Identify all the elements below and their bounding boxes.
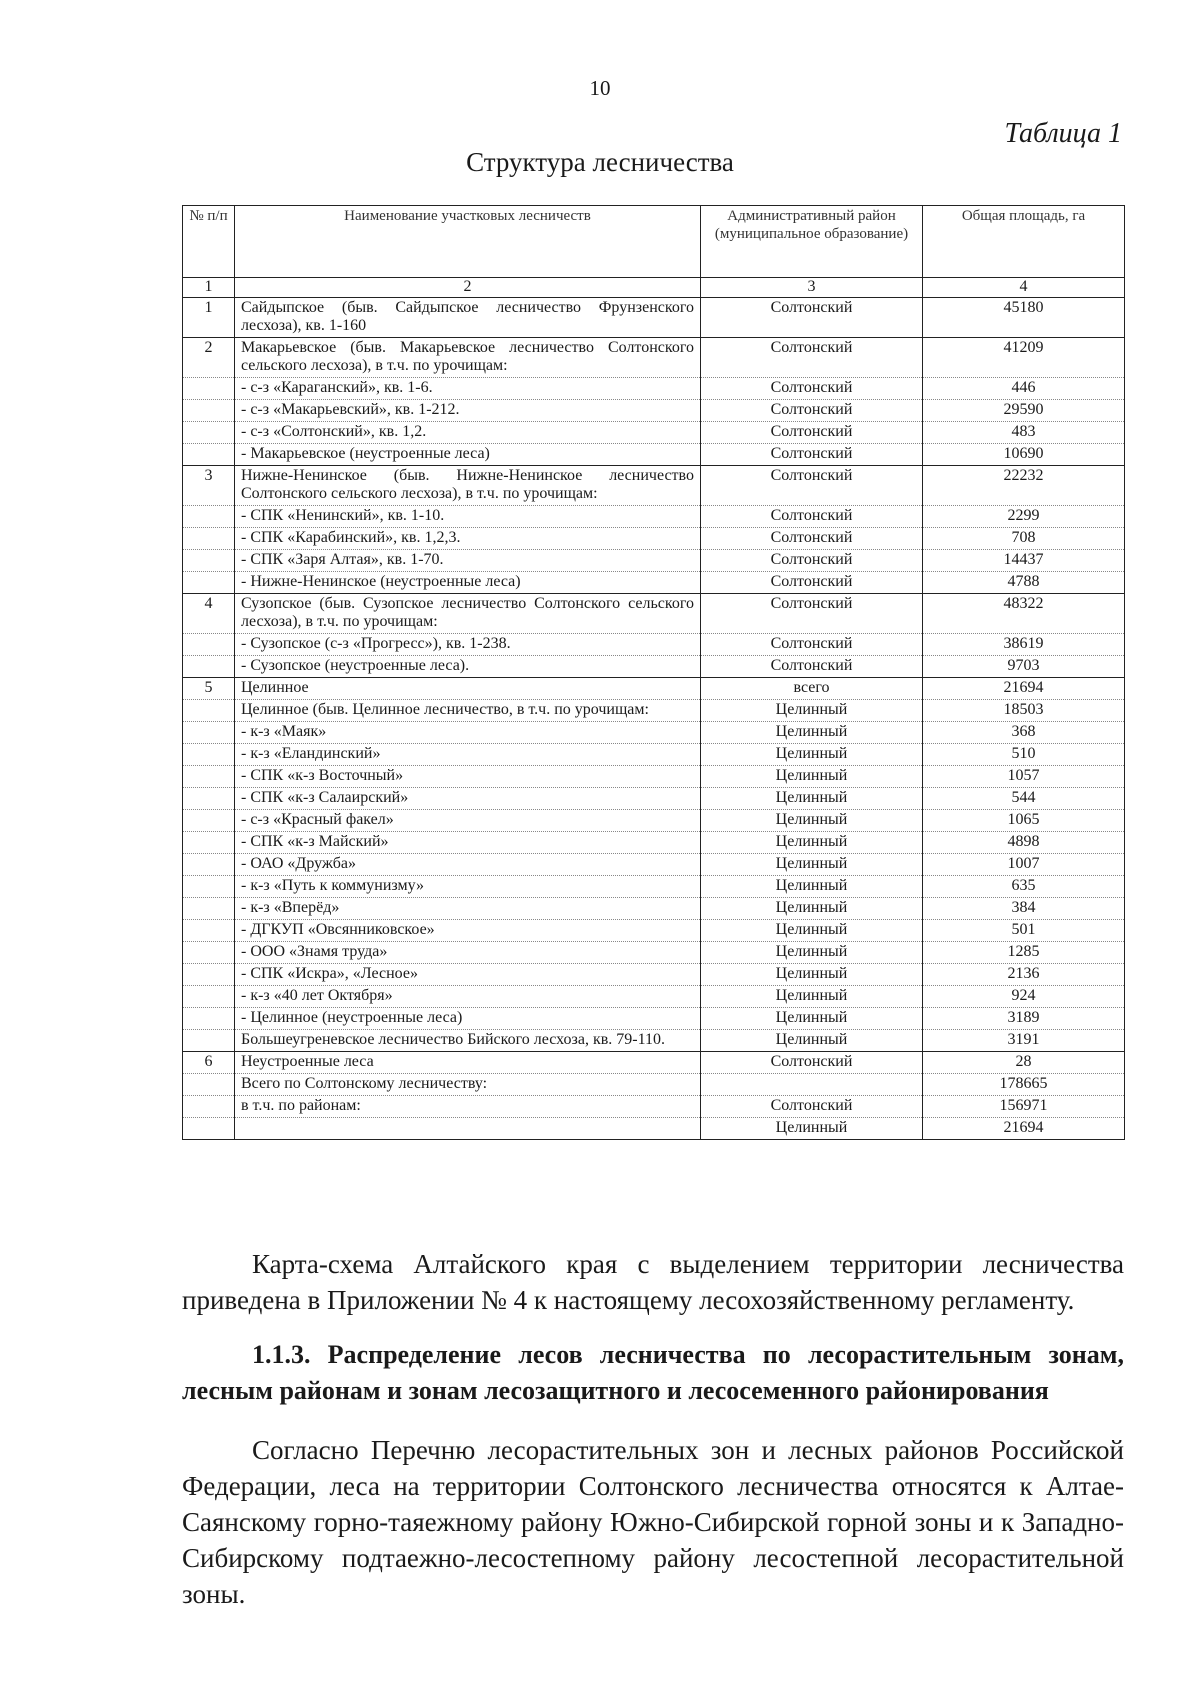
row-district: Солтонский (701, 594, 923, 634)
table-row (183, 506, 1125, 528)
table-header-row (183, 206, 1125, 278)
row-area: 368 (923, 722, 1125, 744)
table-row (183, 920, 1125, 942)
table-row (183, 550, 1125, 572)
row-number (183, 1008, 235, 1030)
column-number: 1 (183, 278, 235, 298)
row-area: 1057 (923, 766, 1125, 788)
header-no: № п/п (183, 206, 235, 278)
row-district: Солтонский (701, 634, 923, 656)
page-number: 10 (589, 76, 611, 100)
table-row (183, 1118, 1125, 1140)
zoning-paragraph: Согласно Перечню лесорастительных зон и лесных районов Российской Федерации, леса на территории Солтонского лесничества относятся к Алтае-Саянскому горно-таяежному району Южно-Сибирской горной зоны и к Западно-Сибирскому подтаежно-лесостепному району лесостепной лесорастительной зоны. (182, 1435, 1124, 1609)
row-district: всего (701, 678, 923, 700)
table-row (183, 298, 1125, 338)
column-number: 2 (235, 278, 701, 298)
row-area: 178665 (923, 1074, 1125, 1096)
row-name: Неустроенные леса (235, 1052, 701, 1074)
row-number (183, 422, 235, 444)
row-number: 3 (183, 466, 235, 506)
row-area: 10690 (923, 444, 1125, 466)
column-number: 3 (701, 278, 923, 298)
row-district: Солтонский (701, 444, 923, 466)
row-number (183, 986, 235, 1008)
table-row (183, 1030, 1125, 1052)
row-district: Солтонский (701, 656, 923, 678)
table-row (183, 378, 1125, 400)
row-district: Целинный (701, 942, 923, 964)
row-area: 156971 (923, 1096, 1125, 1118)
row-area: 924 (923, 986, 1125, 1008)
row-district: Целинный (701, 766, 923, 788)
row-area: 635 (923, 876, 1125, 898)
table-row (183, 400, 1125, 422)
row-district: Солтонский (701, 550, 923, 572)
column-number-row (183, 278, 1125, 298)
row-number: 1 (183, 298, 235, 338)
table-row (183, 1008, 1125, 1030)
row-name: - Целинное (неустроенные леса) (235, 1008, 701, 1030)
table-title: Структура лесничества (466, 147, 734, 177)
row-number (183, 744, 235, 766)
row-district: Целинный (701, 898, 923, 920)
row-name: - с-з «Караганский», кв. 1-6. (235, 378, 701, 400)
table-row (183, 898, 1125, 920)
table-row (183, 594, 1125, 634)
row-district: Целинный (701, 920, 923, 942)
table-body (183, 206, 1125, 1140)
row-name: - к-з «Еландинский» (235, 744, 701, 766)
table-row (183, 338, 1125, 378)
row-name: Макарьевское (быв. Макарьевское лесничество Солтонского сельского лесхоза), в т.ч. по урочищам: (235, 338, 701, 378)
map-reference-paragraph: Карта-схема Алтайского края с выделением территории лесничества приведена в Приложении № 4 к настоящему лесохозяйственному регламенту. (182, 1249, 1124, 1315)
column-number: 4 (923, 278, 1125, 298)
table-row (183, 466, 1125, 506)
row-area: 3189 (923, 1008, 1125, 1030)
row-name: - к-з «40 лет Октября» (235, 986, 701, 1008)
row-district: Солтонский (701, 528, 923, 550)
row-district: Целинный (701, 986, 923, 1008)
row-area: 510 (923, 744, 1125, 766)
row-name: - Нижне-Ненинское (неустроенные леса) (235, 572, 701, 594)
row-number (183, 656, 235, 678)
row-number (183, 1074, 235, 1096)
row-name: - ООО «Знамя труда» (235, 942, 701, 964)
table-row (183, 854, 1125, 876)
row-number (183, 506, 235, 528)
row-number (183, 810, 235, 832)
row-number: 6 (183, 1052, 235, 1074)
section-heading: 1.1.3. Распределение лесов лесничества по лесорастительным зонам, лесным районам и зонам лесозащитного и лесосеменного районирования (182, 1340, 1124, 1405)
row-name: Сузопское (быв. Сузопское лесничество Солтонского сельского лесхоза), в т.ч. по урочищам: (235, 594, 701, 634)
row-district: Солтонский (701, 422, 923, 444)
row-district: Целинный (701, 700, 923, 722)
row-area: 384 (923, 898, 1125, 920)
row-district (701, 1074, 923, 1096)
row-district: Солтонский (701, 506, 923, 528)
row-name: Целинное (235, 678, 701, 700)
row-district: Целинный (701, 788, 923, 810)
table-row (183, 964, 1125, 986)
row-area: 29590 (923, 400, 1125, 422)
row-name: в т.ч. по районам: (235, 1096, 701, 1118)
row-area: 1285 (923, 942, 1125, 964)
row-number: 4 (183, 594, 235, 634)
row-number (183, 572, 235, 594)
row-number: 2 (183, 338, 235, 378)
table-row (183, 656, 1125, 678)
row-number (183, 550, 235, 572)
table-row (183, 1074, 1125, 1096)
row-number (183, 876, 235, 898)
table-row (183, 528, 1125, 550)
row-number (183, 378, 235, 400)
row-number (183, 832, 235, 854)
row-number (183, 1118, 235, 1140)
row-area: 22232 (923, 466, 1125, 506)
row-district: Целинный (701, 1008, 923, 1030)
row-number (183, 444, 235, 466)
table-row (183, 1096, 1125, 1118)
row-area: 9703 (923, 656, 1125, 678)
table-row (183, 444, 1125, 466)
row-number (183, 528, 235, 550)
row-area: 4788 (923, 572, 1125, 594)
row-area: 446 (923, 378, 1125, 400)
row-district: Целинный (701, 1118, 923, 1140)
row-name: - СПК «к-з Майский» (235, 832, 701, 854)
row-area: 708 (923, 528, 1125, 550)
row-district: Целинный (701, 722, 923, 744)
row-number (183, 854, 235, 876)
row-area: 14437 (923, 550, 1125, 572)
row-district: Солтонский (701, 1052, 923, 1074)
row-name: Всего по Солтонскому лесничеству: (235, 1074, 701, 1096)
row-number (183, 898, 235, 920)
row-area: 41209 (923, 338, 1125, 378)
row-area: 28 (923, 1052, 1125, 1074)
row-name: - к-з «Путь к коммунизму» (235, 876, 701, 898)
table-row (183, 788, 1125, 810)
header-name: Наименование участковых лесничеств (235, 206, 701, 278)
row-area: 1007 (923, 854, 1125, 876)
table-row (183, 1052, 1125, 1074)
table-row (183, 766, 1125, 788)
row-name: - с-з «Солтонский», кв. 1,2. (235, 422, 701, 444)
row-number (183, 1096, 235, 1118)
row-district: Целинный (701, 832, 923, 854)
table-row (183, 722, 1125, 744)
row-area: 2299 (923, 506, 1125, 528)
row-district: Целинный (701, 744, 923, 766)
row-name: - СПК «Заря Алтая», кв. 1-70. (235, 550, 701, 572)
row-name: Целинное (быв. Целинное лесничество, в т.ч. по урочищам: (235, 700, 701, 722)
row-area: 2136 (923, 964, 1125, 986)
row-name: - СПК «Карабинский», кв. 1,2,3. (235, 528, 701, 550)
row-name: - СПК «к-з Салаирский» (235, 788, 701, 810)
row-name: Большеугреневское лесничество Бийского лесхоза, кв. 79-110. (235, 1030, 701, 1052)
row-name: - к-з «Вперёд» (235, 898, 701, 920)
forestry-structure-table (182, 205, 1125, 1140)
row-district: Солтонский (701, 572, 923, 594)
row-number (183, 942, 235, 964)
row-name: - с-з «Макарьевский», кв. 1-212. (235, 400, 701, 422)
row-area: 18503 (923, 700, 1125, 722)
row-name (235, 1118, 701, 1140)
table-row (183, 678, 1125, 700)
row-name: Сайдыпское (быв. Сайдыпское лесничество Фрунзенского лесхоза), кв. 1-160 (235, 298, 701, 338)
table-caption: Таблица 1 (1004, 118, 1122, 149)
row-name: - к-з «Маяк» (235, 722, 701, 744)
row-name: - Сузопское (неустроенные леса). (235, 656, 701, 678)
row-name: Нижне-Ненинское (быв. Нижне-Ненинское лесничество Солтонского сельского лесхоза), в т.ч. по урочищам: (235, 466, 701, 506)
row-area: 4898 (923, 832, 1125, 854)
row-area: 3191 (923, 1030, 1125, 1052)
row-district: Целинный (701, 876, 923, 898)
row-district: Целинный (701, 810, 923, 832)
row-number (183, 766, 235, 788)
row-name: - СПК «Ненинский», кв. 1-10. (235, 506, 701, 528)
row-number (183, 1030, 235, 1052)
row-name: - с-з «Красный факел» (235, 810, 701, 832)
row-name: - СПК «к-з Восточный» (235, 766, 701, 788)
row-area: 21694 (923, 1118, 1125, 1140)
table-row (183, 942, 1125, 964)
row-name: - Сузопское (с-з «Прогресс»), кв. 1-238. (235, 634, 701, 656)
row-district: Целинный (701, 1030, 923, 1052)
row-name: - Макарьевское (неустроенные леса) (235, 444, 701, 466)
table-row (183, 986, 1125, 1008)
row-number (183, 964, 235, 986)
row-district: Солтонский (701, 298, 923, 338)
row-number (183, 634, 235, 656)
row-area: 483 (923, 422, 1125, 444)
row-area: 48322 (923, 594, 1125, 634)
row-name: - ДГКУП «Овсянниковское» (235, 920, 701, 942)
table-row (183, 744, 1125, 766)
table-row (183, 832, 1125, 854)
row-number (183, 920, 235, 942)
row-area: 38619 (923, 634, 1125, 656)
row-name: - СПК «Искра», «Лесное» (235, 964, 701, 986)
row-district: Солтонский (701, 338, 923, 378)
table-row (183, 700, 1125, 722)
row-area: 501 (923, 920, 1125, 942)
row-district: Солтонский (701, 378, 923, 400)
row-district: Целинный (701, 854, 923, 876)
table-row (183, 876, 1125, 898)
row-number (183, 722, 235, 744)
row-district: Целинный (701, 964, 923, 986)
row-area: 544 (923, 788, 1125, 810)
table-row (183, 810, 1125, 832)
row-number (183, 700, 235, 722)
row-district: Солтонский (701, 400, 923, 422)
row-number: 5 (183, 678, 235, 700)
row-area: 1065 (923, 810, 1125, 832)
table-row (183, 422, 1125, 444)
table-row (183, 572, 1125, 594)
row-area: 45180 (923, 298, 1125, 338)
header-area: Общая площадь, га (923, 206, 1125, 278)
row-name: - ОАО «Дружба» (235, 854, 701, 876)
row-number (183, 400, 235, 422)
row-district: Солтонский (701, 1096, 923, 1118)
table-row (183, 634, 1125, 656)
header-district: Административный район (муниципальное образование) (701, 206, 923, 278)
row-district: Солтонский (701, 466, 923, 506)
row-area: 21694 (923, 678, 1125, 700)
row-number (183, 788, 235, 810)
